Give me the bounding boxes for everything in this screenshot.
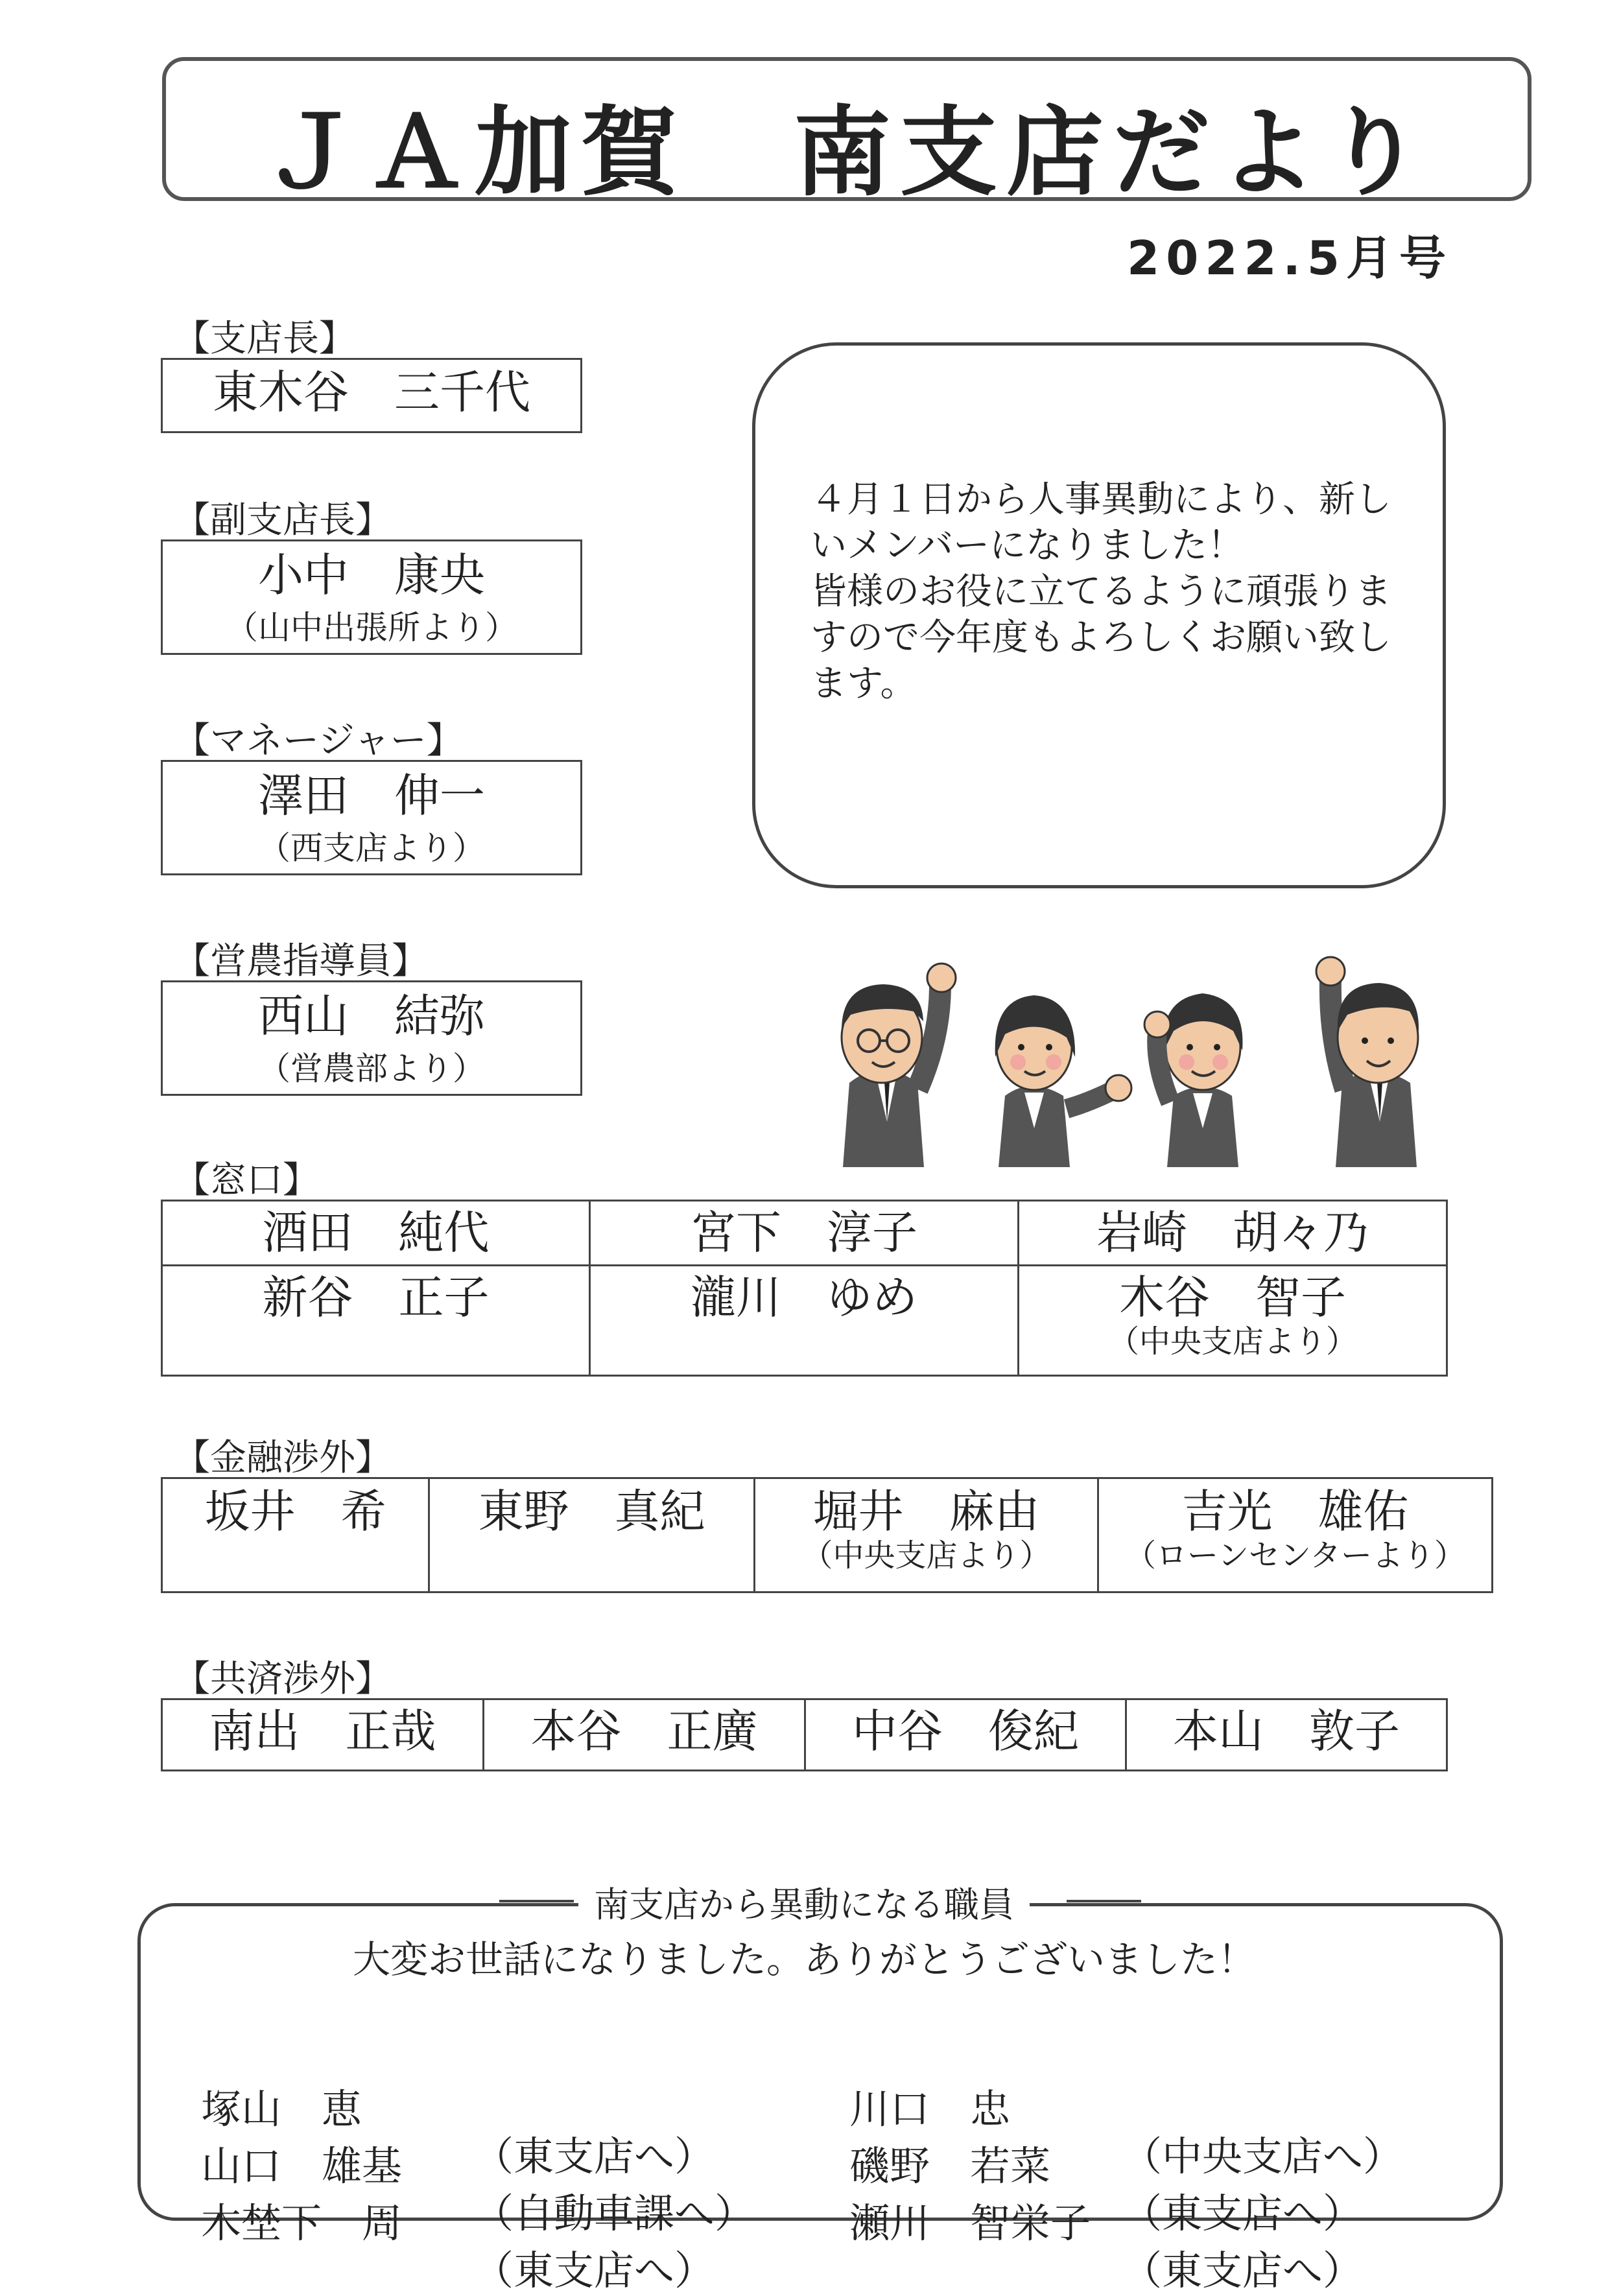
staff-name: 本山 敦子 bbox=[1173, 1705, 1400, 1758]
table-row bbox=[162, 1699, 1447, 1771]
farewell-name: 磯野 若菜 bbox=[849, 2142, 1051, 2190]
farewell-destination: （中央支店へ） bbox=[1122, 2133, 1404, 2180]
table-cell bbox=[590, 1266, 1019, 1376]
deputy-manager-name: 小中 康央 bbox=[258, 549, 485, 602]
farewell-name: 木埜下 周 bbox=[201, 2199, 403, 2247]
deputy-manager-origin: （山中出張所より） bbox=[226, 609, 517, 646]
manager-heading: 【マネージャー】 bbox=[174, 720, 463, 762]
woman-icon bbox=[995, 995, 1131, 1167]
manager-name: 澤田 伸一 bbox=[258, 769, 485, 822]
table-row bbox=[162, 1201, 1447, 1266]
table-cell bbox=[805, 1699, 1126, 1771]
table-cell bbox=[590, 1201, 1019, 1266]
branch-manager-name: 東木谷 三千代 bbox=[213, 366, 530, 419]
farewell-name: 瀬川 智栄子 bbox=[849, 2199, 1091, 2247]
staff-origin: （中央支店より） bbox=[801, 1537, 1051, 1574]
farewell-destination: （東支店へ） bbox=[473, 2133, 715, 2180]
woman-curly-hair-icon bbox=[1144, 993, 1242, 1167]
issue-date: 2022.5月号 bbox=[1127, 231, 1452, 285]
title-box bbox=[162, 57, 1531, 209]
farewell-destination: （東支店へ） bbox=[473, 2247, 715, 2294]
table-cell bbox=[162, 1201, 590, 1266]
farewell-destination: （自動車課へ） bbox=[473, 2190, 755, 2237]
table-cell bbox=[1098, 1478, 1493, 1592]
staff-name: 酒田 純代 bbox=[262, 1206, 490, 1259]
staff-name: 堀井 麻由 bbox=[812, 1485, 1040, 1538]
counter-heading: 【窓口】 bbox=[174, 1159, 319, 1201]
deputy-manager-heading: 【副支店長】 bbox=[174, 499, 392, 541]
table-cell bbox=[755, 1478, 1098, 1592]
insurance-sales-table bbox=[161, 1698, 1448, 1771]
staff-name: 中谷 俊紀 bbox=[852, 1705, 1079, 1758]
manager-origin: （西支店より） bbox=[258, 829, 485, 867]
branch-manager-heading: 【支店長】 bbox=[174, 318, 355, 360]
farewell-destination: （東支店へ） bbox=[1122, 2247, 1364, 2294]
farewell-name: 川口 忠 bbox=[849, 2085, 1011, 2133]
branch-manager-box bbox=[161, 358, 582, 433]
staff-origin: （中央支店より） bbox=[1107, 1323, 1357, 1360]
table-row bbox=[162, 1478, 1493, 1592]
staff-name: 吉光 雄佑 bbox=[1181, 1485, 1409, 1538]
table-cell bbox=[162, 1699, 484, 1771]
table-cell bbox=[162, 1478, 429, 1592]
staff-cheering-illustration bbox=[804, 908, 1478, 1167]
table-cell bbox=[1126, 1699, 1447, 1771]
staff-name: 岩崎 胡々乃 bbox=[1096, 1206, 1369, 1259]
manager-box bbox=[161, 760, 582, 875]
man-with-glasses-icon bbox=[842, 964, 956, 1167]
staff-name: 南出 正哉 bbox=[209, 1705, 436, 1758]
table-cell bbox=[429, 1478, 755, 1592]
farewell-heading bbox=[0, 1877, 1608, 1923]
farewell-destination: （東支店へ） bbox=[1122, 2190, 1364, 2237]
farewell-name: 山口 雄基 bbox=[201, 2142, 403, 2190]
table-cell bbox=[1019, 1266, 1447, 1376]
staff-name: 宮下 淳子 bbox=[691, 1206, 917, 1259]
farewell-thanks: 大変お世話になりました。ありがとうございました！ bbox=[352, 1937, 1255, 1982]
staff-name: 瀧川 ゆめ bbox=[691, 1271, 917, 1324]
table-cell bbox=[162, 1266, 590, 1376]
counter-table bbox=[161, 1200, 1448, 1377]
table-cell bbox=[1019, 1201, 1447, 1266]
staff-name: 東野 真紀 bbox=[478, 1485, 705, 1538]
table-cell bbox=[484, 1699, 805, 1771]
finance-sales-heading: 【金融渉外】 bbox=[174, 1437, 392, 1479]
farewell-name: 塚山 恵 bbox=[201, 2085, 362, 2133]
farewell-heading-label: 南支店から異動になる職員 bbox=[578, 1884, 1030, 1925]
staff-name: 新谷 正子 bbox=[262, 1271, 490, 1324]
insurance-sales-heading: 【共済渉外】 bbox=[174, 1658, 392, 1700]
farm-advisor-name: 西山 結弥 bbox=[258, 989, 485, 1043]
deputy-manager-box bbox=[161, 539, 582, 655]
staff-name: 坂井 希 bbox=[204, 1485, 386, 1538]
man-icon bbox=[1316, 957, 1419, 1167]
finance-sales-table bbox=[161, 1477, 1493, 1593]
staff-name: 木谷 智子 bbox=[1119, 1271, 1346, 1324]
farm-advisor-heading: 【営農指導員】 bbox=[174, 940, 428, 982]
table-row bbox=[162, 1266, 1447, 1376]
page-title: ＪＡ加賀 南支店だより bbox=[261, 97, 1432, 209]
farewell-list-item bbox=[849, 2144, 1465, 2294]
staff-name: 本谷 正廣 bbox=[530, 1705, 758, 1758]
farm-advisor-origin: （営農部より） bbox=[258, 1050, 485, 1087]
farm-advisor-box bbox=[161, 980, 582, 1096]
staff-origin: （ローンセンターより） bbox=[1124, 1537, 1466, 1574]
message-text: ４月１日から人事異動により、新しいメンバーになりました！ 皆様のお役に立てるように頑張りますので今年度もよろしくお願い致します。 bbox=[810, 479, 1391, 705]
